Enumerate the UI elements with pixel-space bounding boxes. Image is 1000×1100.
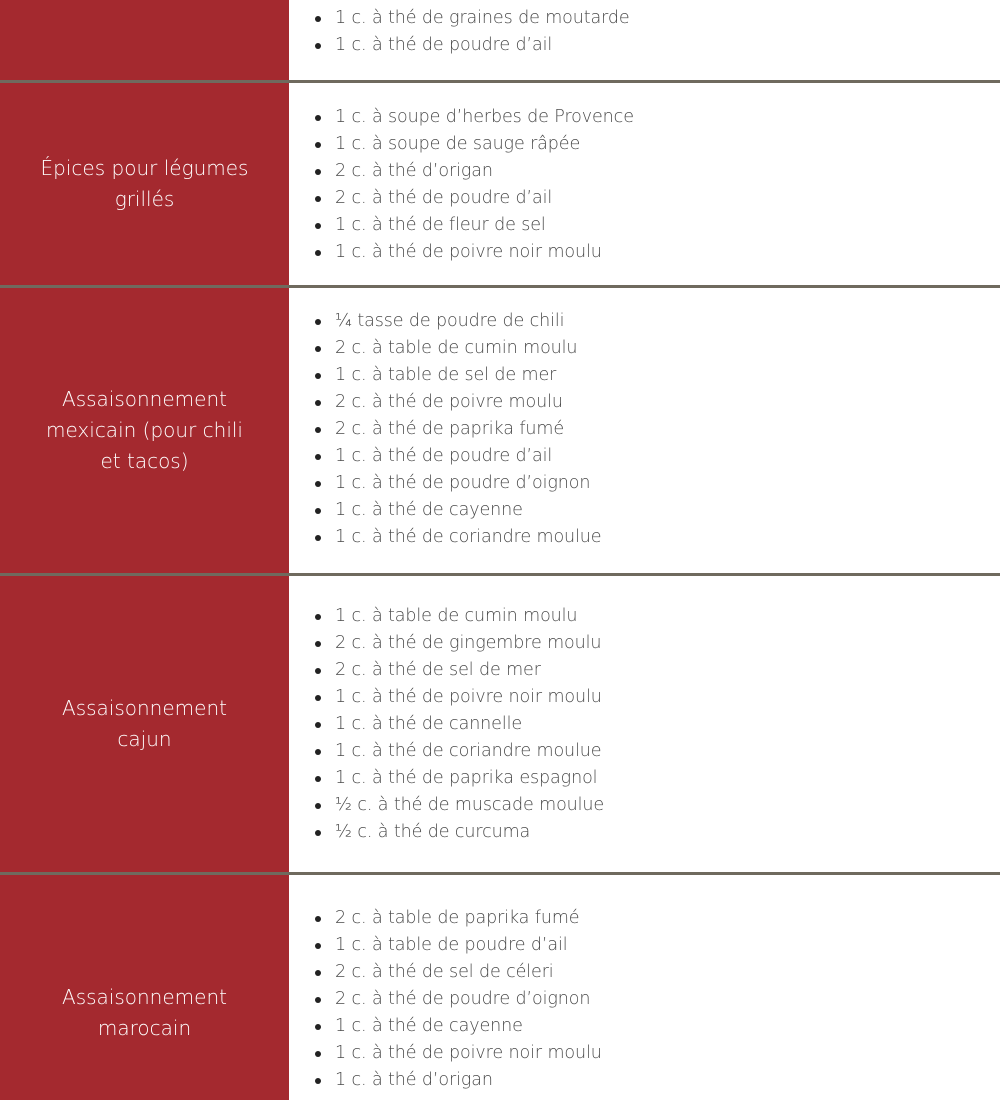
list-item: 1 c. à soupe de sauge râpée <box>335 131 634 158</box>
list-item: 2 c. à table de cumin moulu <box>335 335 601 362</box>
row-content <box>289 288 1000 573</box>
list-item: 1 c. à thé de paprika espagnol <box>335 765 604 792</box>
list-item: 1 c. à thé de graines de moutarde <box>335 5 630 32</box>
table-row <box>0 576 1000 872</box>
row-content <box>289 875 1000 1100</box>
ingredient-list <box>289 104 634 266</box>
list-item: 1 c. à thé de coriandre moulue <box>335 524 601 551</box>
list-item: 2 c. à thé de poudre d’ail <box>335 185 634 212</box>
list-item: 2 c. à thé de poivre moulu <box>335 389 601 416</box>
list-item: 1 c. à table de cumin moulu <box>335 603 604 630</box>
list-item: 1 c. à thé d’origan <box>335 1067 602 1094</box>
row-title <box>0 0 289 80</box>
ingredient-list <box>289 308 601 551</box>
list-item: 1 c. à thé de cannelle <box>335 711 604 738</box>
list-item: 1 c. à thé de poudre d’oignon <box>335 470 601 497</box>
row-title: Assaisonnement marocain <box>0 875 289 1100</box>
list-item: ½ c. à thé de curcuma <box>335 819 604 846</box>
ingredient-list <box>289 5 630 59</box>
row-title: Assaisonnement cajun <box>0 576 289 872</box>
list-item: 1 c. à table de poudre d’ail <box>335 932 602 959</box>
table-row <box>0 83 1000 285</box>
row-title: Assaisonnement mexicain (pour chili et tacos) <box>0 288 289 573</box>
list-item: 1 c. à thé de poivre noir moulu <box>335 684 604 711</box>
ingredient-list <box>289 905 602 1094</box>
list-item: 2 c. à thé d’origan <box>335 158 634 185</box>
list-item: 1 c. à thé de fleur de sel <box>335 212 634 239</box>
list-item: ½ c. à thé de muscade moulue <box>335 792 604 819</box>
list-item: 1 c. à table de sel de mer <box>335 362 601 389</box>
list-item: 1 c. à thé de cayenne <box>335 1013 602 1040</box>
row-content <box>289 576 1000 872</box>
list-item: ¼ tasse de poudre de chili <box>335 308 601 335</box>
table-row <box>0 0 1000 80</box>
list-item: 2 c. à table de paprika fumé <box>335 905 602 932</box>
list-item: 1 c. à soupe d’herbes de Provence <box>335 104 634 131</box>
list-item: 1 c. à thé de coriandre moulue <box>335 738 604 765</box>
list-item: 2 c. à thé de sel de mer <box>335 657 604 684</box>
list-item: 2 c. à thé de sel de céleri <box>335 959 602 986</box>
ingredient-list <box>289 603 604 846</box>
list-item: 1 c. à thé de cayenne <box>335 497 601 524</box>
list-item: 2 c. à thé de gingembre moulu <box>335 630 604 657</box>
table-row <box>0 288 1000 573</box>
table-row <box>0 875 1000 1100</box>
row-title: Épices pour légumes grillés <box>0 83 289 285</box>
list-item: 2 c. à thé de paprika fumé <box>335 416 601 443</box>
row-content <box>289 0 1000 80</box>
list-item: 1 c. à thé de poivre noir moulu <box>335 1040 602 1067</box>
list-item: 2 c. à thé de poudre d’oignon <box>335 986 602 1013</box>
list-item: 1 c. à thé de poudre d’ail <box>335 32 630 59</box>
list-item: 1 c. à thé de poudre d’ail <box>335 443 601 470</box>
list-item: 1 c. à thé de poivre noir moulu <box>335 239 634 266</box>
row-content <box>289 83 1000 285</box>
